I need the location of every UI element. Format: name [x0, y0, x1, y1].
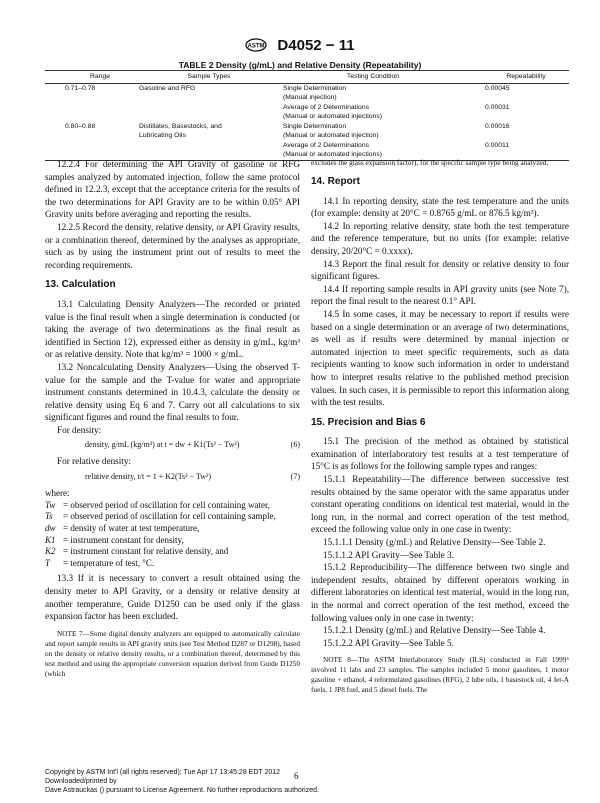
- paragraph-15-1-1-2: 15.1.1.2 API Gravity—See Table 3.: [323, 549, 454, 560]
- repeatability-cell: 0.00016: [485, 123, 510, 131]
- right-column: [311, 158, 569, 695]
- paragraph-15-1-2-2: 15.1.2.2 API Gravity—See Table 5.: [323, 637, 454, 648]
- paragraph-14-1: 14.1 In reporting density, state the test temperature and the units (for example: density at 20°C = 0.8765 g/mL or 876.5 kg/m³).: [311, 195, 569, 219]
- column-header: Sample Types: [137, 71, 281, 84]
- paragraph-15-1: 15.1 The precision of the method as obtained by statistical examination of interlaboratory test results at a test temperature of 15°C is as follows for the following sample types and ranges:: [311, 436, 569, 472]
- symbol-definition: T = temperature of test, °C.: [45, 557, 155, 568]
- paragraph-13-3: 13.3 If it is necessary to convert a result obtained using the density meter to API Gravity, or a density or relative density at another temperature, Guide D1250 can be used only if the glass expansion factor has been excluded.: [45, 573, 300, 622]
- for-relative-density-label: For relative density:: [57, 456, 131, 467]
- symbol-definition: K1 = instrument constant for density,: [45, 534, 184, 545]
- equation-6-number: (6): [290, 440, 300, 450]
- symbol-definition: K2 = instrument constant for relative density, and: [45, 546, 229, 557]
- paragraph-15-1-1-1: 15.1.1.1 Density (g/mL) and Relative Density—See Table 2.: [323, 537, 546, 548]
- condition-cell: Single Determination (Manual or automated injection): [283, 123, 379, 139]
- table-header-row: [45, 71, 569, 84]
- paragraph-14-4: 14.4 If reporting sample results in API gravity units (see Note 7), report the final result to the nearest 0.1° API.: [311, 283, 569, 307]
- table-row: [45, 103, 569, 122]
- equation-7: [45, 471, 300, 484]
- range-cell: 0.71–0.78: [65, 85, 96, 93]
- page-header: [0, 36, 600, 54]
- paragraph-15-1-2: 15.1.2 Reproducibility—The difference between two single and independent results, obtained by different operators working in different laboratories on identical test material, would in the long run, in the normal and correct operation of the test method, exceed the following values only in one case in twenty:: [311, 562, 569, 623]
- column-header: Testing Condition: [281, 71, 465, 84]
- section-heading-precision-bias: 15. Precision and Bias 6: [311, 416, 426, 428]
- page-number: 6: [294, 771, 299, 781]
- paragraph-14-2: 14.2 In reporting relative density, state both the test temperature and the reference temperature, but no units (for example: relative density, 20/20°C = 0.xxxx).: [311, 220, 569, 256]
- paragraph-13-1: 13.1 Calculating Density Analyzers—The recorded or printed value is the final result when a single determination is conducted (or taking the average of two determinations as the final result as identified in Section 12), expressed either as density in g/mL, kg/m³ or as relative density. Note that kg/m³ = 1000 × g/mL.: [45, 298, 300, 360]
- range-cell: 0.80–0.88: [65, 123, 96, 131]
- repeatability-cell: 0.00045: [485, 85, 510, 93]
- equation-7-body: relative density, t/t = 1 + K2(Ts² − Tw²): [85, 471, 212, 481]
- astm-logo-icon: [245, 38, 267, 52]
- condition-cell: Average of 2 Determinations (Manual or automated injections): [281, 141, 465, 160]
- condition-cell: Single Determination (Manual injection): [283, 85, 347, 101]
- note-8: NOTE 8—The ASTM Interlaboratory Study (ILS) conducted in Fall 1999⁶ involved 11 labs and 23 samples. The samples included 5 motor gasolines, 1 motor gasoline + ethanol, 4 reformulated gasolines (RFG), 2 lube oils, 1 basestock oil, 4 Jet-A fuels, 1 JP8 fuel, and 5 diesel fuels. The: [311, 655, 569, 695]
- equation-7-number: (7): [290, 471, 300, 481]
- paragraph-15-1-1: 15.1.1 Repeatability—The difference between successive test results obtained by the same operator with the same apparatus under constant operating conditions on identical test material, would in the long run, in the normal and correct operation of the test method, exceed the following value only in one case in twenty:: [311, 474, 569, 535]
- paragraph-12-2-4: 12.2.4 For determining the API Gravity of gasoline or RFG samples analyzed by automated injection, follow the same protocol defined in 12.2.3, except that the acceptance criteria for the results of the two determinations for API Gravity are to be within 0.05° API Gravity units before averaging and reporting the results.: [45, 159, 300, 220]
- copyright-footer: [45, 768, 319, 795]
- column-header: Range: [45, 71, 137, 84]
- sample-cell: Distillates, Basestocks, and Lubricating Oils: [139, 123, 222, 139]
- paragraph-15-1-2-1: 15.1.2.1 Density (g/mL) and Relative Density—See Table 4.: [323, 625, 546, 636]
- table-row: [45, 122, 569, 141]
- left-column: [45, 158, 300, 679]
- section-heading-report: 14. Report: [311, 176, 360, 187]
- document-id: D4052 − 11: [277, 36, 355, 54]
- sample-cell: Gasoline and RFG: [139, 85, 196, 93]
- note-7: NOTE 7—Some digital density analyzers are equipped to automatically calculate and report sample results in API gravity units (see Test Method D287 or D1298), based on the density or relative density results, or a combination thereof, determined by this test method and using the appropriate conversion equation derived from Guide D1250 (which: [45, 628, 300, 678]
- equation-6: [45, 439, 300, 452]
- footer-line: Copyright by ASTM Int'l (all rights reserved); Tue Apr 17 13:45:28 EDT 2012: [45, 769, 281, 776]
- note-7-continued: excludes the glass expansion factor), for the specific sample type being analyzed.: [311, 158, 549, 167]
- footer-line: Dave Astrauckas () pursuant to License Agreement. No further reproductions authorized.: [45, 787, 319, 794]
- for-density-label: For density:: [57, 424, 102, 435]
- repeatability-cell: 0.00011: [465, 141, 569, 160]
- footer-line: Downloaded/printed by: [45, 778, 117, 785]
- paragraph-14-3: 14.3 Report the final result for density or relative density to four significant figures.: [311, 258, 569, 282]
- symbol-definition: Tw = observed period of oscillation for cell containing water,: [45, 499, 270, 510]
- range-cell: [45, 103, 137, 122]
- section-heading-calculation: 13. Calculation: [45, 279, 116, 291]
- sample-cell: [137, 103, 281, 122]
- column-header: Repeatability: [465, 71, 569, 84]
- where-label: where:: [45, 488, 70, 499]
- table-row: [45, 84, 569, 103]
- symbol-definition: dw = density of water at test temperature,: [45, 523, 200, 534]
- equation-6-body: density, g/mL (kg/m³) at t = dw + K1(Ts² − Tw²): [85, 440, 240, 450]
- condition-cell: Average of 2 Determinations (Manual or automated injections): [283, 104, 382, 120]
- paragraph-13-2: 13.2 Noncalculating Density Analyzers—Using the observed T-value for the sample and the T-value for water and appropriate instrument constants determined in 10.4.3, calculate the density or relative density using Eq 6 and 7. Carry out all calculations to six significant figures and round the final results to four.: [45, 361, 300, 423]
- repeatability-table: [45, 70, 569, 161]
- symbol-definition: Ts = observed period of oscillation for cell containing sample,: [45, 511, 276, 522]
- paragraph-14-5: 14.5 In some cases, it may be necessary to report if results were based on a single determination or an average of two determinations, as well as if results were determined by manual injection or automated injection to meet specific requirements, such as data recipients wanting to know such information in order to understand how to interpret results relative to the published method precision values. In such cases, it is permissible to report this information along with the test results.: [311, 308, 569, 408]
- paragraph-12-2-5: 12.2.5 Record the density, relative density, or API Gravity results, or a combination thereof, determined by the analyses as appropriate, such as by using the instrument print out of results to meet the recording requirements.: [45, 221, 300, 270]
- repeatability-cell: 0.00031: [485, 104, 510, 112]
- table-title: TABLE 2 Density (g/mL) and Relative Density (Repeatability): [178, 60, 422, 70]
- svg-text:ASTM: ASTM: [247, 43, 265, 50]
